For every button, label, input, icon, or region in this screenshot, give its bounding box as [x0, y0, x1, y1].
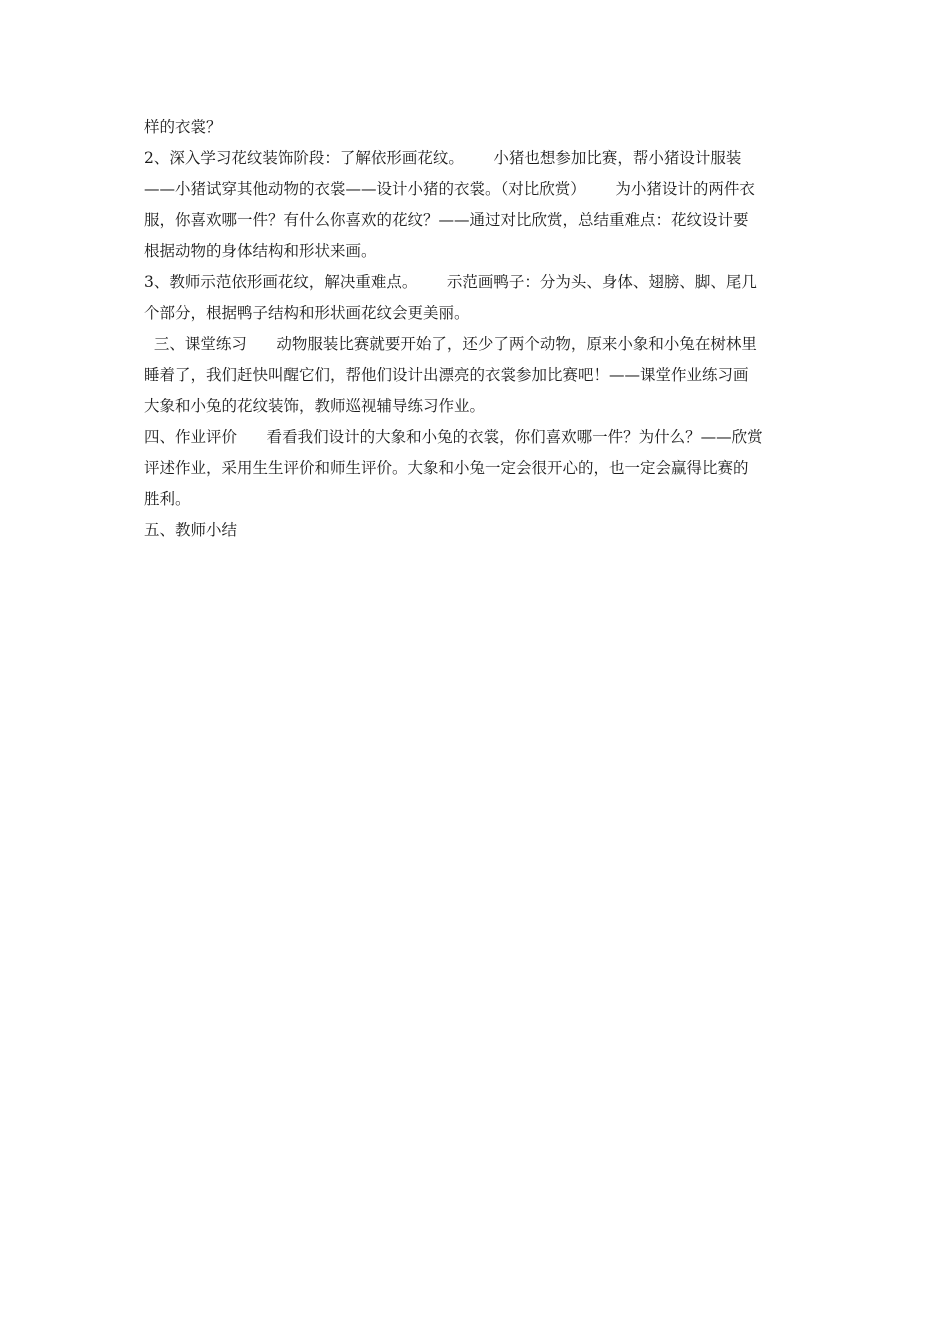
text-line: 样的衣裳？ [144, 118, 222, 136]
text-line: 评述作业，采用生生评价和师生评价。大象和小兔一定会很开心的，也一定会赢得比赛的 [144, 459, 749, 477]
text-line: ——小猪试穿其他动物的衣裳——设计小猪的衣裳。（对比欣赏） 为小猪设计的两件衣 [144, 180, 755, 198]
text-line: 四、作业评价 看看我们设计的大象和小兔的衣裳，你们喜欢哪一件？为什么？——欣赏 [144, 428, 763, 446]
text-line: 根据动物的身体结构和形状来画。 [144, 242, 377, 260]
text-line: 2、深入学习花纹装饰阶段：了解依形画花纹。 小猪也想参加比赛，帮小猪设计服装 [144, 149, 742, 167]
text-line: 服，你喜欢哪一件？有什么你喜欢的花纹？——通过对比欣赏，总结重难点：花纹设计要 [144, 211, 749, 229]
text-line: 3、教师示范依形画花纹，解决重难点。 示范画鸭子：分为头、身体、翅膀、脚、尾几 [144, 273, 757, 291]
document-body [144, 112, 808, 546]
text-line: 胜利。 [144, 490, 191, 508]
text-line: 个部分，根据鸭子结构和形状画花纹会更美丽。 [144, 304, 470, 322]
text-line: 五、教师小结 [144, 521, 238, 539]
text-line: 睡着了，我们赶快叫醒它们，帮他们设计出漂亮的衣裳参加比赛吧！——课堂作业练习画 [144, 366, 749, 384]
text-line: 三、课堂练习 动物服装比赛就要开始了，还少了两个动物，原来小象和小兔在树林里 [144, 335, 757, 353]
text-line: 大象和小兔的花纹装饰，教师巡视辅导练习作业。 [144, 397, 486, 415]
